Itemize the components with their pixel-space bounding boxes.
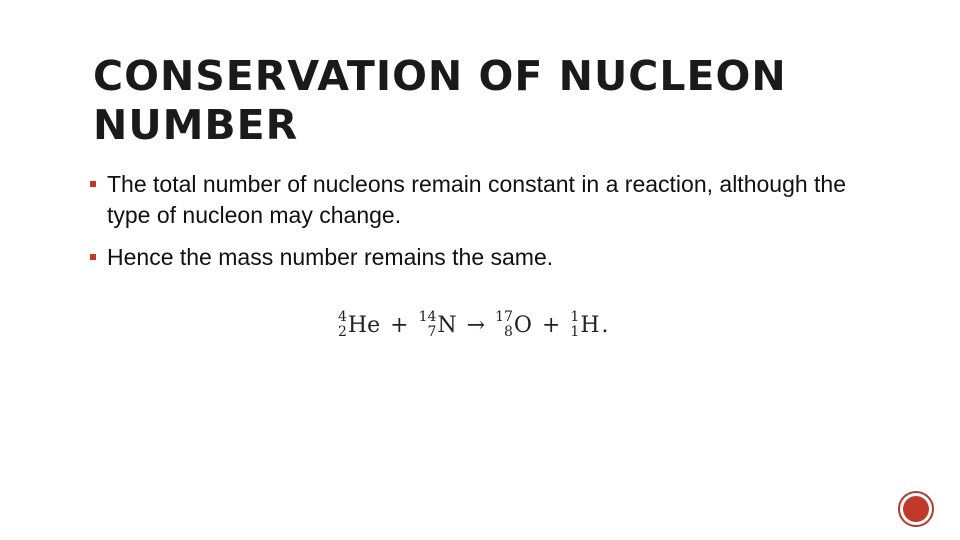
nuclide-helium — [338, 310, 380, 340]
equation-period: . — [601, 312, 609, 338]
slide-number-icon — [903, 496, 929, 522]
mass-number: 4 — [338, 309, 347, 325]
element-symbol: He — [347, 312, 381, 338]
plus-sign: + — [390, 312, 409, 338]
atomic-number: 7 — [427, 324, 437, 340]
nuclide-hydrogen — [570, 310, 599, 340]
atomic-number: 2 — [338, 324, 347, 340]
atomic-number: 8 — [504, 324, 513, 340]
element-symbol: O — [513, 312, 532, 338]
element-symbol: N — [437, 312, 457, 338]
plus-sign: + — [541, 312, 561, 338]
reaction-arrow: → — [466, 312, 486, 338]
nucleon-numbers — [419, 310, 437, 340]
bullet-list — [88, 169, 878, 284]
bullet-item — [88, 169, 878, 231]
atomic-number: 1 — [570, 324, 580, 340]
mass-number: 17 — [495, 309, 513, 325]
nucleon-numbers — [338, 310, 347, 340]
slide-number-badge — [898, 491, 934, 527]
nucleon-numbers — [570, 310, 579, 340]
mass-number: 1 — [570, 309, 580, 325]
bullet-item — [88, 242, 878, 273]
nuclear-equation — [338, 310, 609, 340]
nucleon-numbers — [495, 310, 513, 340]
square-bullet-icon — [90, 254, 96, 260]
slide-title: CONSERVATION OF NUCLEON NUMBER — [93, 52, 787, 149]
bullet-text: The total number of nucleons remain constant in a reaction, although the type of nucleon may change. — [107, 171, 847, 228]
nuclide-nitrogen — [419, 310, 457, 340]
square-bullet-icon — [90, 181, 96, 187]
bullet-text: Hence the mass number remains the same. — [107, 244, 554, 270]
mass-number: 14 — [418, 309, 437, 325]
element-symbol: H — [580, 312, 600, 338]
nuclide-oxygen — [495, 310, 532, 340]
